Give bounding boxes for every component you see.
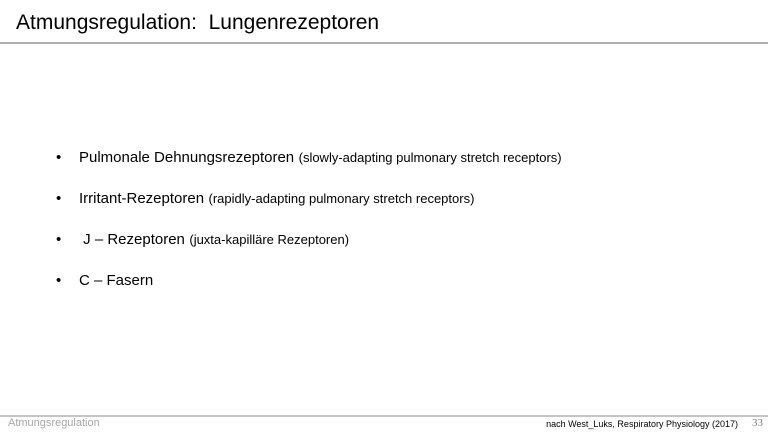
title-divider — [0, 42, 768, 44]
bullet-term: Pulmonale Dehnungsrezeptoren — [79, 149, 295, 166]
bullet-text — [79, 229, 349, 251]
bullet-text — [79, 147, 562, 169]
bullet-detail: (juxta-kapilläre Rezeptoren) — [189, 232, 350, 247]
bullet-marker: • — [56, 190, 62, 207]
footer-topic: Atmungsregulation — [8, 417, 100, 429]
bullet-term: J – Rezeptoren — [79, 231, 185, 248]
bullet-term: Irritant-Rezeptoren — [79, 190, 205, 207]
bullet-text — [79, 188, 474, 210]
bullet-text — [79, 270, 153, 292]
footer-source: nach West_Luks, Respiratory Physiology (2017) — [546, 419, 738, 429]
bullet-term: C – Fasern — [79, 272, 154, 289]
bullet-marker: • — [56, 231, 62, 248]
slide-title: Atmungsregulation: Lungenrezeptoren — [16, 11, 380, 34]
bullet-detail: (slowly-adapting pulmonary stretch receptors) — [298, 150, 562, 165]
page-number: 33 — [752, 417, 763, 429]
bullet-detail: (rapidly-adapting pulmonary stretch receptors) — [208, 191, 475, 206]
bullet-marker: • — [56, 149, 62, 166]
bullet-marker: • — [56, 272, 62, 289]
footer-divider — [0, 415, 768, 417]
